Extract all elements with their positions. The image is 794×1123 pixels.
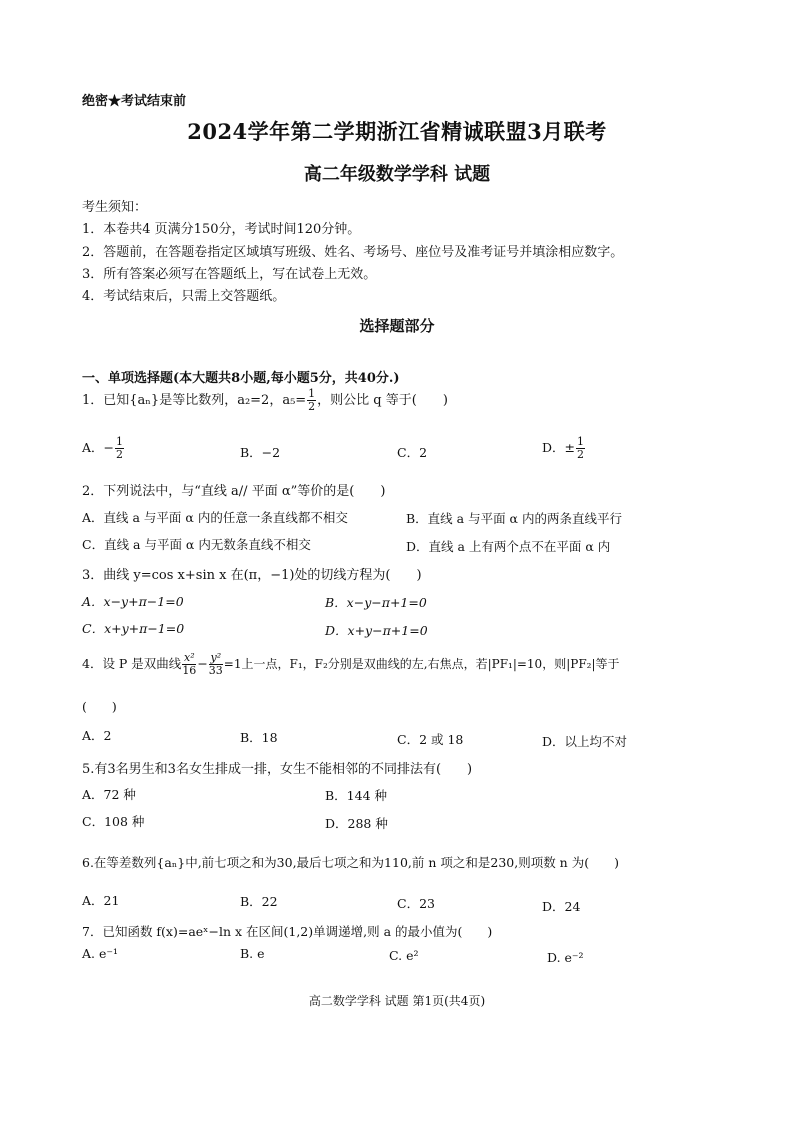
- frac-num: x²: [184, 651, 195, 664]
- frac-num: 1: [577, 435, 584, 448]
- option-fraction: [115, 436, 124, 461]
- q1-option-c: C．2: [397, 445, 428, 460]
- notice-item: 3．所有答案必须写在答题纸上，写在试卷上无效。: [82, 267, 377, 282]
- q7-option-a: A. e⁻¹: [82, 946, 118, 961]
- frac-den: 2: [308, 400, 316, 413]
- q6-option-a: A．21: [82, 893, 120, 908]
- q7-option-d: D. e⁻²: [547, 950, 584, 965]
- frac-den: 2: [116, 448, 124, 461]
- frac-den: 33: [208, 664, 223, 677]
- frac-den: 16: [182, 664, 197, 677]
- question-1-stem: [82, 388, 448, 413]
- q2-option-d: D．直线 a 上有两个点不在平面 α 内: [406, 539, 611, 554]
- q1-fraction: [307, 388, 316, 413]
- page-subtitle: 高二年级数学学科 试题: [303, 164, 491, 185]
- q4-stem-part: 4．设 P 是双曲线: [82, 656, 182, 671]
- q2-option-b: B．直线 a 与平面 α 内的两条直线平行: [406, 511, 622, 526]
- notice-item: 4．考试结束后，只需上交答题纸。: [82, 289, 286, 304]
- q7-option-c: C. e²: [389, 948, 419, 963]
- q1-stem-part: 1．已知{aₙ}是等比数列，a₂=2，a₅=: [82, 393, 307, 408]
- q4-minus: −: [197, 656, 208, 671]
- part1-heading: 一、单项选择题(本大题共8小题,每小题5分，共40分.): [82, 371, 400, 386]
- question-4-stem: [82, 652, 620, 677]
- q4-stem-part: =1上一点，F₁，F₂分别是双曲线的左,右焦点，若|PF₁|=10，则|PF₂|等于: [223, 657, 620, 671]
- section-title: 选择题部分: [359, 317, 435, 335]
- q4-option-b: B．18: [240, 730, 278, 745]
- q5-option-b: B．144 种: [325, 788, 388, 803]
- q4-paren: ( ): [82, 699, 117, 714]
- q1-option-d: [542, 436, 586, 461]
- q4-fraction-y: [209, 652, 223, 677]
- question-2-stem: 2．下列说法中，与“直线 a// 平面 α”等价的是( ): [82, 484, 386, 499]
- frac-num: 1: [116, 435, 124, 448]
- frac-den: 2: [577, 448, 584, 461]
- q4-option-a: A．2: [82, 728, 112, 743]
- q2-option-a: A．直线 a 与平面 α 内的任意一条直线都不相交: [82, 510, 348, 525]
- q4-option-c: C．2 或 18: [397, 732, 464, 747]
- q5-option-a: A．72 种: [82, 787, 136, 802]
- page-footer: 高二数学学科 试题 第1页(共4页): [308, 994, 486, 1008]
- q4-fraction-x: [182, 652, 196, 677]
- secret-mark: 绝密★考试结束前: [82, 94, 187, 109]
- q5-option-d: D．288 种: [325, 816, 388, 831]
- q3-option-d: D．x+y−π+1=0: [325, 623, 428, 638]
- q4-option-d: D．以上均不对: [542, 734, 628, 749]
- option-text: D．±: [542, 440, 575, 455]
- q2-option-c: C．直线 a 与平面 α 内无数条直线不相交: [82, 537, 311, 552]
- q3-option-a: A．x−y+π−1=0: [82, 594, 184, 609]
- question-5-stem: 5.有3名男生和3名女生排成一排，女生不能相邻的不同排法有( ): [82, 762, 473, 777]
- q5-option-c: C．108 种: [82, 814, 145, 829]
- q3-option-b: B．x−y−π+1=0: [325, 595, 427, 610]
- q6-option-c: C．23: [397, 896, 435, 911]
- option-fraction: [576, 436, 585, 461]
- q1-option-b: B．−2: [240, 445, 281, 460]
- q3-option-c: C．x+y+π−1=0: [82, 621, 185, 636]
- question-3-stem: 3．曲线 y=cos x+sin x 在(π，−1)处的切线方程为( ): [82, 568, 422, 583]
- option-text: A．−: [82, 440, 115, 455]
- frac-num: 1: [308, 387, 316, 400]
- question-6-stem: 6.在等差数列{aₙ}中,前七项之和为30,最后七项之和为110,前 n 项之和是230,则项数 n 为( ): [82, 855, 619, 870]
- page-title: 2024学年第二学期浙江省精诚联盟3月联考: [187, 119, 607, 144]
- q6-option-b: B．22: [240, 894, 278, 909]
- notice-heading: 考生须知：: [82, 200, 148, 215]
- notice-item: 2．答题前，在答题卷指定区域填写班级、姓名、考场号、座位号及准考证号并填涂相应数字。: [82, 245, 624, 260]
- q6-option-d: D．24: [542, 899, 581, 914]
- q1-option-a: [82, 436, 125, 461]
- q7-option-b: B. e: [240, 946, 265, 961]
- question-7-stem: 7．已知函数 f(x)=aeˣ−ln x 在区间(1,2)单调递增,则 a 的最小值为( ): [82, 924, 493, 939]
- q1-stem-part: ，则公比 q 等于( ): [317, 393, 448, 408]
- notice-item: 1．本卷共4 页满分150分，考试时间120分钟。: [82, 222, 361, 237]
- frac-num: y²: [210, 651, 222, 664]
